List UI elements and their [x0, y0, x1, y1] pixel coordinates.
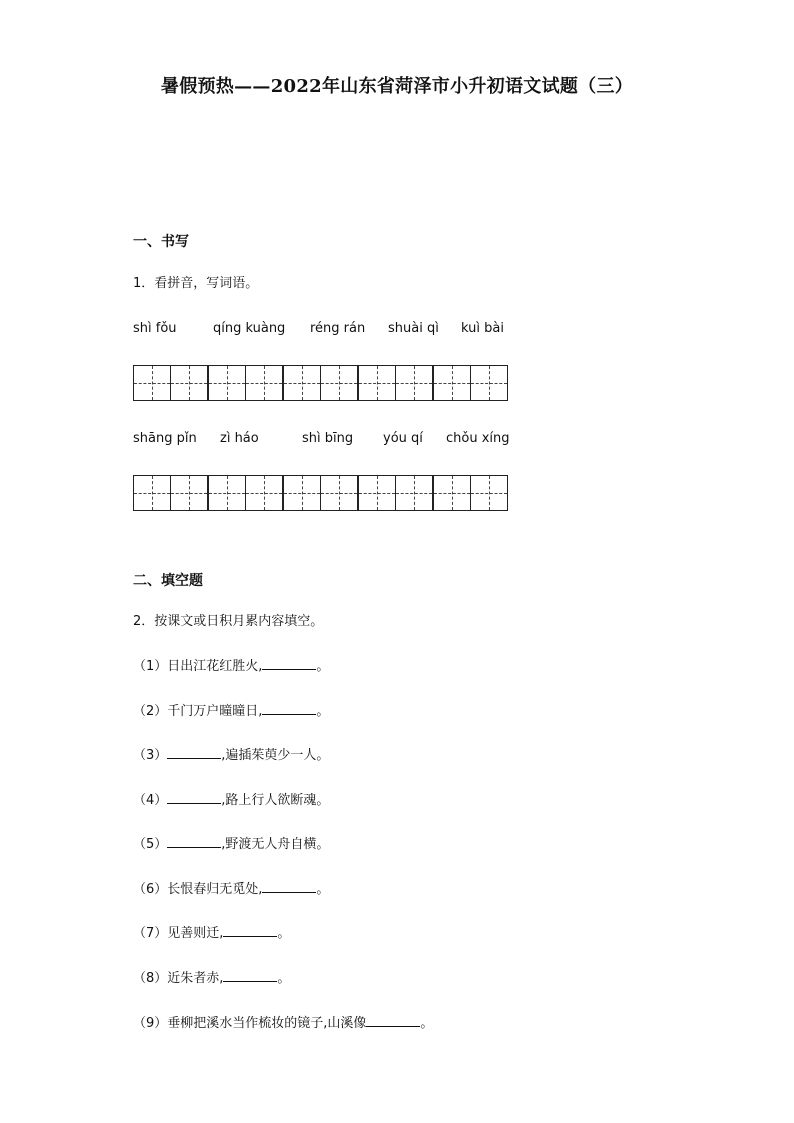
writing-box-pair[interactable]	[433, 365, 507, 401]
writing-grid-row-1	[133, 365, 508, 401]
pinyin-label: chǒu xíng	[446, 431, 510, 446]
answer-blank[interactable]	[167, 746, 221, 759]
writing-box-pair[interactable]	[208, 475, 282, 511]
answer-blank[interactable]	[167, 835, 221, 848]
pinyin-label: shì fǒu	[133, 321, 177, 336]
section-heading-fill-blank: 二、填空题	[133, 573, 203, 589]
answer-blank[interactable]	[223, 924, 277, 937]
answer-blank[interactable]	[262, 702, 316, 715]
question-2-prompt: 2．按课文或日积月累内容填空。	[133, 614, 324, 629]
fill-item: （8）近朱者赤, 。	[133, 971, 291, 986]
answer-blank[interactable]	[167, 791, 221, 804]
pinyin-label: qíng kuàng	[213, 321, 286, 336]
pinyin-label: kuì bài	[461, 321, 504, 336]
page-title: 暑假预热——2022年山东省菏泽市小升初语文试题（三）	[160, 76, 634, 97]
pinyin-label: zì háo	[220, 431, 259, 446]
writing-box-pair[interactable]	[283, 475, 357, 511]
fill-item: （4） ,路上行人欲断魂。	[133, 793, 330, 808]
fill-item: （1）日出江花红胜火, 。	[133, 659, 330, 674]
writing-box-pair[interactable]	[358, 365, 432, 401]
answer-blank[interactable]	[223, 969, 277, 982]
pinyin-label: shāng pǐn	[133, 431, 197, 446]
pinyin-label: yóu qí	[383, 431, 423, 446]
answer-blank[interactable]	[366, 1014, 420, 1027]
answer-blank[interactable]	[262, 880, 316, 893]
pinyin-label: shì bīng	[302, 431, 354, 446]
fill-item: （9）垂柳把溪水当作梳妆的镜子,山溪像 。	[133, 1016, 434, 1031]
pinyin-label: shuài qì	[388, 321, 439, 336]
writing-box-pair[interactable]	[133, 475, 207, 511]
writing-box-pair[interactable]	[358, 475, 432, 511]
writing-box-pair[interactable]	[433, 475, 507, 511]
writing-box-pair[interactable]	[208, 365, 282, 401]
fill-item: （7）见善则迁, 。	[133, 926, 291, 941]
fill-item: （6）长恨春归无觅处, 。	[133, 882, 330, 897]
answer-blank[interactable]	[262, 657, 316, 670]
writing-box-pair[interactable]	[133, 365, 207, 401]
fill-item: （3） ,遍插茱萸少一人。	[133, 748, 330, 763]
pinyin-label: réng rán	[310, 321, 366, 336]
writing-grid-row-2	[133, 475, 508, 511]
fill-item: （2）千门万户曈曈日, 。	[133, 704, 330, 719]
question-1-prompt: 1．看拼音，写词语。	[133, 276, 259, 291]
fill-item: （5） ,野渡无人舟自横。	[133, 837, 330, 852]
section-heading-writing: 一、书写	[133, 234, 189, 250]
writing-box-pair[interactable]	[283, 365, 357, 401]
